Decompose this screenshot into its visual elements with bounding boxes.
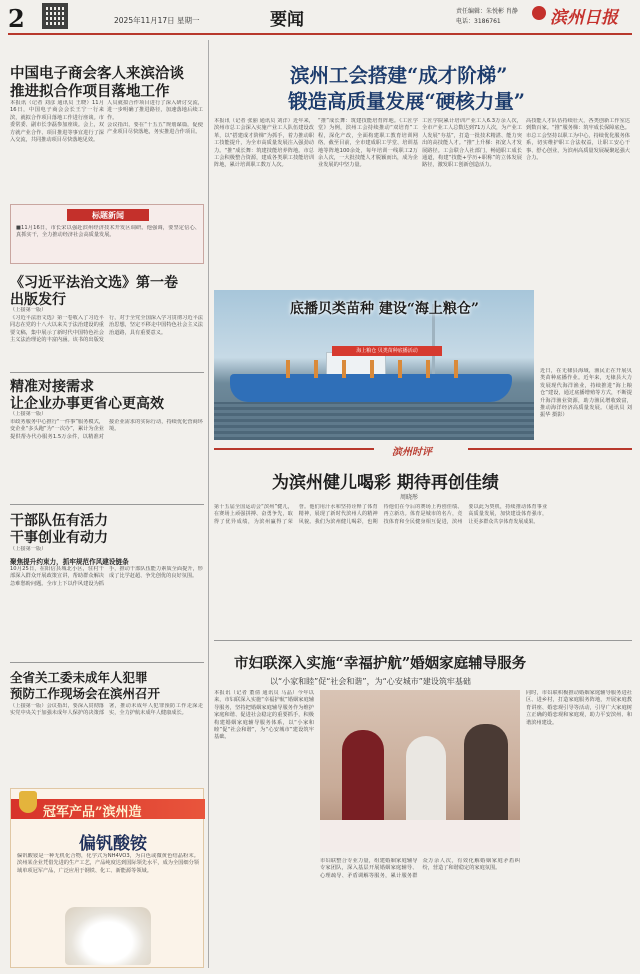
main-title-2: 锻造高质量发展“硬核力量” bbox=[288, 90, 525, 113]
art2-rule bbox=[10, 372, 204, 373]
commentary-bottom-rule bbox=[214, 640, 632, 641]
editors-line: 责任编辑：朱悦彬 肖静 bbox=[456, 8, 518, 15]
bottom-subtitle: 以“小家和睦”促“社会和谐”，为“心安城市”建设筑牢基础 bbox=[270, 677, 471, 686]
ad-label: 冠军产品”滨州造 bbox=[43, 805, 142, 820]
art2-kicker: （上接第一版） bbox=[10, 307, 47, 313]
paper-name: 滨州日报 bbox=[550, 8, 618, 28]
photo-boat-hull bbox=[230, 374, 512, 402]
champion-product-ad bbox=[10, 788, 204, 968]
main-col-2: “推”成长舞：筑建技能培育阵地。《工匠学堂》为例，滨州工会持续推动“双培育”工程，深化产改，全面构建职工教育培训网络，截至目前，全市建成职工学堂、培训基地等阵地100余处，每年培训一线职工2万余人次，一大批技能人才脱颖而出，成为企业发展的中坚力量。 bbox=[318, 118, 418, 169]
product-bottle-image bbox=[65, 907, 151, 965]
photo-banner-text: 海上粮仓 贝类苗种底播活动 bbox=[356, 348, 418, 354]
art4-subhead: 聚焦提升约束力，抓牢规范作风建设链条 bbox=[10, 558, 129, 566]
art4-body: 10月25日，在阳信县城北小区，驻村干部深入群众开展政策宣讲，帮助群众解决急难愁盼问题。全市上下以作风建设为抓手，推动干部队伍能力素质全面提升，形成了比学赶超、争先创优的良好氛围。 bbox=[10, 566, 203, 587]
art4-title-1: 干部队伍有活力 bbox=[10, 513, 108, 529]
art2-body: 《习近平法治文选》第一卷收入了习近平同志在党的十八大以来关于法治建设的重要文稿，集中展示了新时代中国特色社会主义法治理论的丰富内涵。该书的出版发行，对于全党全国深入学习贯彻习近平法治思想，坚定不移走中国特色社会主义法治道路，具有重要意义。 bbox=[10, 315, 203, 344]
issue-date: 2025年11月17日 星期一 bbox=[114, 16, 200, 25]
main-col-3: 工匠学院累计培训产业工人6.3万余人次，全市产业工人总数达到71万人次，为产业工人发展“夯基”，打造一批技术精湛、能力突出的高技能人才。“推”上升梯：拓宽人才发展路径。工会联合人社部门，畅通职工成长通道，构建“技能+学历+职称”的立体发展路径，激发职工创新创造活力。 bbox=[422, 118, 522, 169]
photo-family-counseling bbox=[320, 690, 520, 852]
art5-body: （上接第一版）会议指出，要深入贯彻落实党中央关于加强未成年人保护的决策部署，推动未成年人犯罪预防工作走深走实，全力护航未成年人健康成长。 bbox=[10, 703, 203, 717]
ad-body: 偏钒酸铵是一种无机化合物，化学式为NH4VO3，为白色或微黄色结晶粉末。滨州某企业凭借先进的生产工艺，产品纯度达到国际领先水平，成为全国细分领域单项冠军产品，广泛应用于钢铁、化工、新能源等领域。 bbox=[17, 853, 199, 874]
art1-title-2: 推进拟合作项目落地工作 bbox=[10, 83, 170, 100]
main-col-4: 高技能人才队伍持续壮大，各类创新工作室达到数百家。“推”服务梯：筑牢成长保障底色。市总工会坚持以职工为中心，持续优化服务体系，切实维护职工合法权益，让职工安心干事、舒心创业，为滨州高质量发展凝聚起强大合力。 bbox=[526, 118, 630, 162]
bottom-body-mid: 市妇联整合专业力量，组建婚姻家庭辅导专家团队，深入基层开展婚姻家庭辅导、心理疏导、矛盾调解等服务，累计服务群众万余人次，有效化解婚姻家庭矛盾纠纷，营造了和谐稳定的家庭氛围。 bbox=[320, 858, 520, 879]
art3-kicker: （上接第一版） bbox=[10, 411, 47, 417]
commentary-label: 滨州时评 bbox=[392, 447, 432, 458]
photo-side-caption: 近日，在无棣县海域，渔民正在开展贝类苗种底播作业。近年来，无棣县大力发展现代海洋渔业，持续推进“海上粮仓”建设，通过底播增殖等方式，不断提升海洋渔业资源，助力渔民增收致富，推动海洋经济高质量发展。（通讯员 刘振华 摄影） bbox=[540, 368, 632, 419]
page-number: 2 bbox=[8, 4, 25, 33]
art2-title-1: 《习近平法治文选》第一卷 bbox=[10, 275, 178, 291]
commentary-title: 为滨州健儿喝彩 期待再创佳绩 bbox=[272, 473, 499, 493]
art4-title-2: 干事创业有动力 bbox=[10, 530, 108, 546]
main-title-1: 滨州工会搭建“成才阶梯” bbox=[290, 64, 508, 87]
bottom-title: 市妇联深入实施“幸福护航”婚姻家庭辅导服务 bbox=[234, 655, 527, 672]
art3-body: 市政务服务中心推行“一件事”服务模式，变企业“多头跑”为“一次办”，累计为企业提供帮办代办服务1.5万余件，以精准对接企业需求的实际行动，持续优化营商环境。 bbox=[10, 419, 203, 440]
headline-box-text: ■11月16日，市长宋以强赴滨州经济技术开发区调研。他强调，要坚定信心、真抓实干，全力推动经济社会高质量发展。 bbox=[16, 225, 200, 239]
bottom-body-left: 本报讯（记者 董倩 通讯员 马晶）今年以来，市妇联深入实施“幸福护航”婚姻家庭辅导服务，坚持把婚姻家庭辅导服务作为维护家庭和谐、促进社会稳定的重要抓手，积极构建婚姻家庭辅导服务体系，以“小家和睦”促“社会和谐”，为“心安城市”建设筑牢基础。 bbox=[214, 690, 314, 741]
photo-water bbox=[214, 402, 534, 440]
art5-title-1: 全省关工委未成年人犯罪 bbox=[10, 670, 148, 685]
art1-body: 本报讯（记者 刘彦 通讯员 王晓）11月16日，中国电子商会会长王宁一行来滨，就拟合作项目落地工作进行座谈。市委常委、副市长李磊参加座谈。会上，双方就产业合作、项目推进等事宜进行了深入交流，共同推动项目尽快落地见效。 bbox=[10, 100, 104, 144]
bottom-body-right: 同时，市妇联积极推动婚姻家庭辅导服务进社区、进乡村，打造家庭服务阵地，开展家庭教育讲座、婚恋观引导等活动，引导广大家庭树立正确的婚恋观和家庭观，助力平安滨州、和谐滨州建设。 bbox=[526, 690, 632, 726]
commentary-byline: 周晓彤 bbox=[400, 494, 419, 501]
paper-logo-icon bbox=[532, 6, 546, 20]
art5-title-2: 预防工作现场会在滨州召开 bbox=[10, 686, 161, 701]
photo-table bbox=[320, 820, 520, 852]
trophy-icon bbox=[19, 791, 37, 813]
headline-box bbox=[10, 204, 204, 264]
masthead-rule bbox=[8, 33, 632, 35]
art3-title-2: 让企业办事更省心更高效 bbox=[10, 396, 164, 412]
headline-box-label: 标题新闻 bbox=[92, 211, 124, 220]
photo-crew bbox=[274, 360, 474, 378]
commentary-body: 第十五届全国运动会“滨州”健儿，在赛场上顽强拼搏、奋勇争先，取得了优异成绩，为滨州赢得了荣誉。他们用汗水和坚持诠释了体育精神，展现了新时代滨州人的精神风貌。我们为滨州健儿喝彩，也期待他们在今后的赛场上再创佳绩、再立新功。体育是城市的名片，竞技体育和全民健身相互促进，滨州要以此为契机，持续推动体育事业高质量发展，加快建设体育强市，让更多群众共享体育发展成果。 bbox=[214, 504, 548, 525]
art1-title-1: 中国电子商会客人来滨洽谈 bbox=[10, 65, 184, 82]
art4-kicker: （上接第一版） bbox=[10, 546, 47, 552]
masthead bbox=[0, 0, 640, 32]
section-title: 要闻 bbox=[270, 10, 304, 30]
art3-rule bbox=[10, 504, 204, 505]
art3-title-1: 精准对接需求 bbox=[10, 379, 94, 395]
art1-body-3: 会议指出，要在“十五五”规划谋篇，促使产业项目尽快落地，务实推进合作项目。 bbox=[107, 122, 203, 136]
art1-body-2: 人员就拟合作项目进行了深入研讨交流，进一步明确了推进路径，加速落地后续工作。 bbox=[107, 100, 203, 121]
art2-title-2: 出版发行 bbox=[10, 292, 66, 308]
qr-code-icon bbox=[42, 3, 68, 29]
photo-caption-title: 底播贝类苗种 建设“海上粮仓” bbox=[290, 301, 479, 317]
editors-phone: 电话：3186761 bbox=[456, 18, 501, 25]
ad-product-title: 偏钒酸铵 bbox=[79, 834, 147, 854]
left-column-divider bbox=[208, 40, 209, 968]
main-col-1: 本报讯（记者 张丽 通讯员 刘洋）近年来，滨州市总工会深入实施产业工人队伍建设改革，以“搭建成才阶梯”为抓手，着力推动职工技能提升，为全市高质量发展注入强劲动力。“推”成长舞：筑建技能培养阵地。市总工会积极整合资源，建成各类职工技能培训阵地，累计培训职工数万人次。 bbox=[214, 118, 314, 169]
art4-rule bbox=[10, 662, 204, 663]
